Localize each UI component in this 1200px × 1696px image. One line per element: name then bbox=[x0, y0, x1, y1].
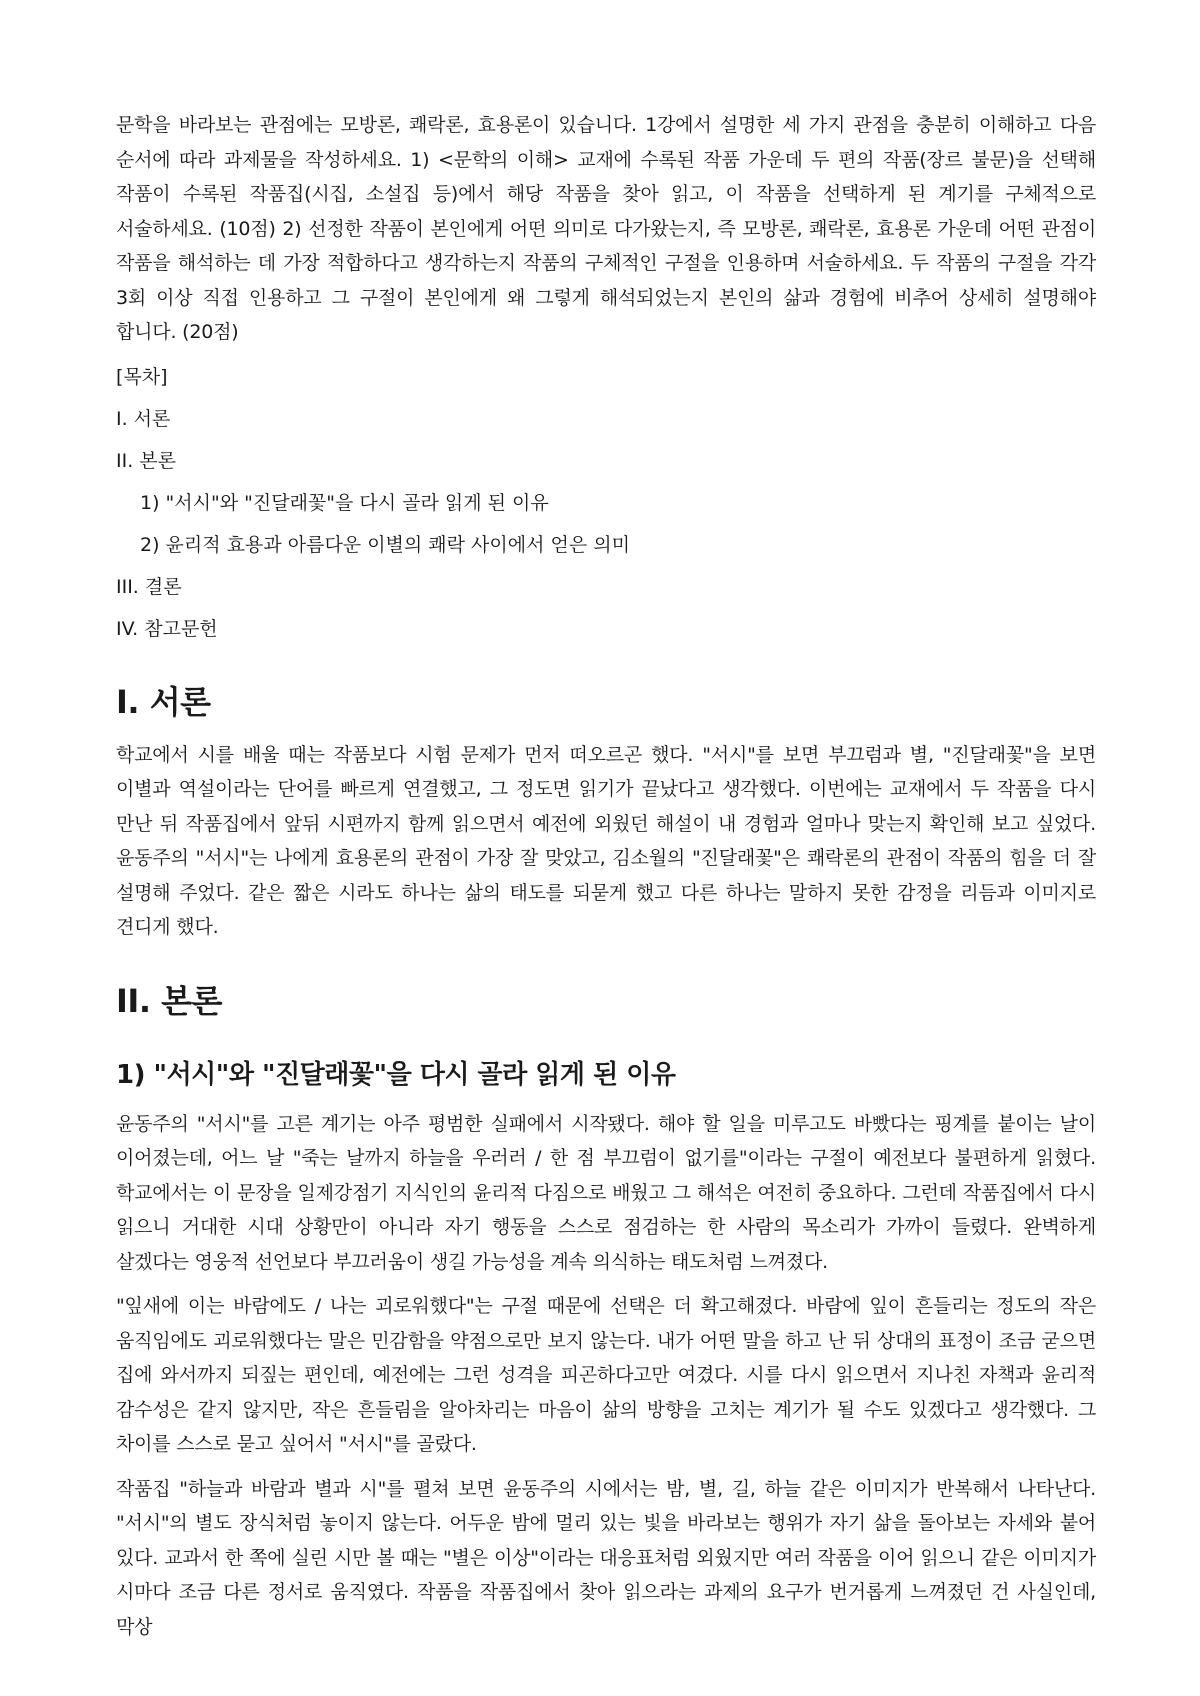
body-sub1-paragraph: 작품집 "하늘과 바람과 별과 시"를 펼쳐 보면 윤동주의 시에서는 밤, 별, 길, 하늘 같은 이미지가 반복해서 나타난다. "서시"의 별도 장식처럼 놓이지 않는다. 어두운 밤에 멀리 있는 빛을 바라보는 행위가 자기 삶을 돌아보는 자세와 붙어 있다. 교과서 한 쪽에 실린 시만 볼 때는 "별은 이상"이라는 대응표처럼 외웠지만 여러 작품을 이어 읽으니 같은 이미지가 시마다 조금 다른 정서로 움직였다. 작품을 작품집에서 찾아 읽으라는 과제의 요구가 번거롭게 느껴졌던 건 사실인데, 막상 bbox=[116, 1477, 1096, 1638]
toc-item-intro: I. 서론 bbox=[116, 407, 171, 430]
body-heading: II. 본론 bbox=[116, 981, 222, 1020]
intro-heading: I. 서론 bbox=[116, 682, 211, 721]
toc-label: [목차] bbox=[116, 365, 168, 388]
toc-item-body-sub1: 1) "서시"와 "진달래꽃"을 다시 골라 읽게 된 이유 bbox=[140, 491, 549, 514]
toc-item-references: IV. 참고문헌 bbox=[116, 617, 218, 640]
toc-item-conclusion: III. 결론 bbox=[116, 575, 182, 598]
toc-list bbox=[116, 402, 1096, 646]
body-sub1-paragraph: "잎새에 이는 바람에도 / 나는 괴로워했다"는 구절 때문에 선택은 더 확고해졌다. 바람에 잎이 흔들리는 정도의 작은 움직임에도 괴로워했다는 말은 민감함을 약점으로만 보지 않는다. 내가 어떤 말을 하고 난 뒤 상대의 표정이 조금 굳으면 집에 와서까지 되짚는 편인데, 예전에는 그런 성격을 피곤하다고만 여겼다. 시를 다시 읽으면서 지나친 자책과 윤리적 감수성은 같지 않지만, 작은 흔들림을 알아차리는 마음이 삶의 방향을 고치는 계기가 될 수도 있겠다고 생각했다. 그 차이를 스스로 묻고 싶어서 "서시"를 골랐다. bbox=[116, 1295, 1096, 1455]
intro-paragraph: 학교에서 시를 배울 때는 작품보다 시험 문제가 먼저 떠오르곤 했다. "서시"를 보면 부끄럼과 별, "진달래꽃"을 보면 이별과 역설이라는 단어를 빠르게 연결했고, 그 정도면 읽기가 끝났다고 생각했다. 이번에는 교재에서 두 작품을 다시 만난 뒤 작품집에서 앞뒤 시편까지 함께 읽으면서 예전에 외웠던 해설이 내 경험과 얼마나 맞는지 확인해 보고 싶었다. 윤동주의 "서시"는 나에게 효용론의 관점이 가장 잘 맞았고, 김소월의 "진달래꽃"은 쾌락론의 관점이 작품의 힘을 더 잘 설명해 주었다. 같은 짧은 시라도 하나는 삶의 태도를 되묻게 했고 다른 하나는 말하지 못한 감정을 리듬과 이미지로 견디게 했다. bbox=[116, 743, 1096, 938]
assignment-prompt: 문학을 바라보는 관점에는 모방론, 쾌락론, 효용론이 있습니다. 1강에서 설명한 세 가지 관점을 충분히 이해하고 다음 순서에 따라 과제물을 작성하세요. 1) <문학의 이해> 교재에 수록된 작품 가운데 두 편의 작품(장르 불문)을 선택해 작품이 수록된 작품집(시집, 소설집 등)에서 해당 작품을 찾아 읽고, 이 작품을 선택하게 된 계기를 구체적으로 서술하세요. (10점) 2) 선정한 작품이 본인에게 어떤 의미로 다가왔는지, 즉 모방론, 쾌락론, 효용론 가운데 어떤 관점이 작품을 해석하는 데 가장 적합하다고 생각하는지 작품의 구체적인 구절을 인용하며 서술하세요. 두 작품의 구절을 각각 3회 이상 직접 인용하고 그 구절이 본인에게 왜 그렇게 해석되었는지 본인의 삶과 경험에 비추어 상세히 설명해야 합니다. (20점) bbox=[116, 114, 1096, 343]
body-sub1-heading: 1) "서시"와 "진달래꽃"을 다시 골라 읽게 된 이유 bbox=[116, 1059, 676, 1090]
toc-item-body-sub2: 2) 윤리적 효용과 아름다운 이별의 쾌락 사이에서 얻은 의미 bbox=[140, 533, 630, 556]
toc-item-body: II. 본론 bbox=[116, 449, 176, 472]
body-sub1-paragraph: 윤동주의 "서시"를 고른 계기는 아주 평범한 실패에서 시작됐다. 해야 할 일을 미루고도 바빴다는 핑계를 붙이는 날이 이어졌는데, 어느 날 "죽는 날까지 하늘을 우러러 / 한 점 부끄럼이 없기를"이라는 구절이 예전보다 불편하게 읽혔다. 학교에서는 이 문장을 일제강점기 지식인의 윤리적 다짐으로 배웠고 그 해석은 여전히 중요하다. 그런데 작품집에서 다시 읽으니 거대한 시대 상황만이 아니라 자기 행동을 스스로 점검하는 한 사람의 목소리가 가까이 들렸다. 완벽하게 살겠다는 영웅적 선언보다 부끄러움이 생길 가능성을 계속 의식하는 태도처럼 느껴졌다. bbox=[116, 1112, 1096, 1273]
table-of-contents bbox=[116, 360, 1096, 646]
